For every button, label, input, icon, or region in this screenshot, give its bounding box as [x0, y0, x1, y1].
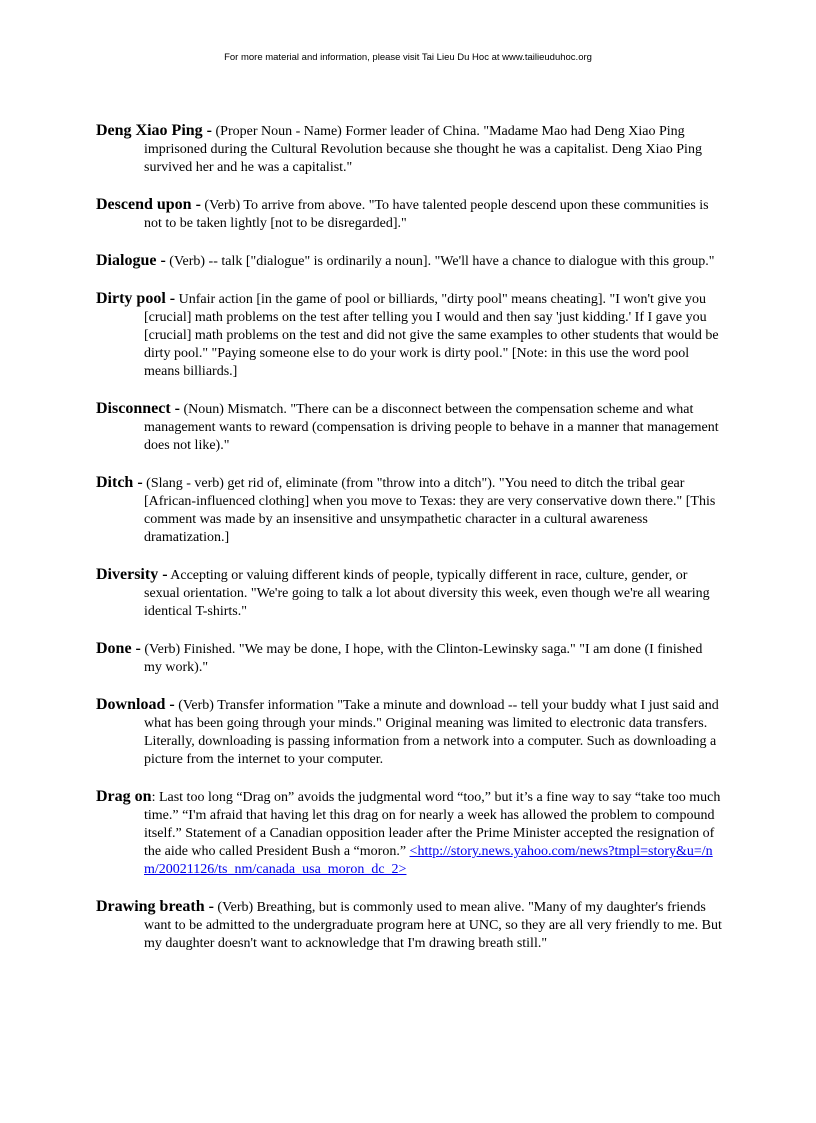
glossary-entry-dirty-pool — [96, 290, 722, 381]
entry-definition: Unfair action [in the game of pool or billiards, "dirty pool" means cheating]. "I won't give you [crucial] math problems on the test after telling you I would and then say 'just kidding.' If I gave you [crucial] math problems on the test and did not give the same examples to other students that would be dirty pool." "Paying someone else to do your work is dirty pool." [Note: in this use the word pool means billiards.] — [144, 292, 719, 379]
entry-definition: (Slang - verb) get rid of, eliminate (from "throw into a ditch"). "You need to ditch the tribal gear [African-influenced clothing] when you move to Texas: they are very conservative down there." [This comment was made by an insensitive and unsympathetic character in a cultural awareness dramatization.] — [142, 476, 716, 545]
entry-term: Ditch - — [96, 474, 143, 491]
entry-definition: (Verb) Finished. "We may be done, I hope, with the Clinton-Lewinsky saga." "I am done (I finished my work)." — [140, 642, 703, 675]
glossary-entry-diversity — [96, 566, 722, 621]
entry-definition: (Verb) Transfer information "Take a minute and download -- tell your buddy what I just said and what has been going through your minds." Original meaning was limited to electronic data transfers. Literally, downloading is passing information from a network into a computer. Such as downloading a picture from the internet to your computer. — [144, 698, 719, 767]
entry-term: Disconnect - — [96, 400, 180, 417]
entry-term: Done - — [96, 640, 141, 657]
entry-term: Deng Xiao Ping - — [96, 122, 212, 139]
entry-term: Drag on — [96, 788, 152, 805]
entry-definition: (Verb) -- talk ["dialogue" is ordinarily a noun]. "We'll have a chance to dialogue with this group." — [165, 254, 715, 269]
glossary-entry-disconnect — [96, 400, 722, 455]
entry-term: Download - — [96, 696, 175, 713]
glossary-entry-dialogue — [96, 252, 722, 271]
glossary-entry-descend-upon — [96, 196, 722, 233]
entry-definition: (Verb) To arrive from above. "To have talented people descend upon these communities is not to be taken lightly [not to be disregarded]." — [144, 198, 709, 231]
glossary-list — [96, 122, 722, 972]
entry-term: Dialogue - — [96, 252, 166, 269]
glossary-entry-done — [96, 640, 722, 677]
entry-definition: : Last too long “Drag on” avoids the judgmental word “too,” but it’s a fine way to say “take too much time.” “I'm afraid that having let this drag on for nearly a week has allowed the problem to compound itself.” Statement of a Canadian opposition leader after the Prime Minister accepted the resignation of the aide who called President Bush a “moron.” — [144, 790, 721, 859]
glossary-entry-drag-on — [96, 788, 722, 879]
glossary-entry-download — [96, 696, 722, 769]
glossary-entry-drawing-breath — [96, 898, 722, 953]
glossary-entry-deng-xiao-ping — [96, 122, 722, 177]
entry-definition: (Verb) Breathing, but is commonly used to mean alive. "Many of my daughter's friends want to be admitted to the undergraduate program here at UNC, so they are all very friendly to me. But my daughter doesn't want to acknowledge that I'm drawing breath still." — [144, 900, 722, 951]
entry-term: Drawing breath - — [96, 898, 214, 915]
glossary-entry-ditch — [96, 474, 722, 547]
entry-term: Dirty pool - — [96, 290, 176, 307]
entry-term: Diversity - — [96, 566, 168, 583]
entry-definition: (Noun) Mismatch. "There can be a disconnect between the compensation scheme and what management wants to reward (compensation is driving people to behave in a manner that management does not like)." — [144, 402, 719, 453]
entry-definition: Accepting or valuing different kinds of people, typically different in race, culture, gender, or sexual orientation. "We're going to talk a lot about diversity this week, even though we're all wearing identical T-shirts." — [144, 568, 710, 619]
source-link[interactable]: <http://story.news.yahoo.com/news?tmpl=story&u=/nm/20021126/ts_nm/canada_usa_moron_dc_2> — [144, 844, 713, 877]
entry-definition: (Proper Noun - Name) Former leader of China. "Madame Mao had Deng Xiao Ping imprisoned during the Cultural Revolution because she thought he was a capitalist. Deng Xiao Ping survived her and he was a capitalist." — [144, 124, 702, 175]
page-header: For more material and information, please visit Tai Lieu Du Hoc at www.tailieuduhoc.org — [224, 52, 592, 63]
entry-term: Descend upon - — [96, 196, 201, 213]
